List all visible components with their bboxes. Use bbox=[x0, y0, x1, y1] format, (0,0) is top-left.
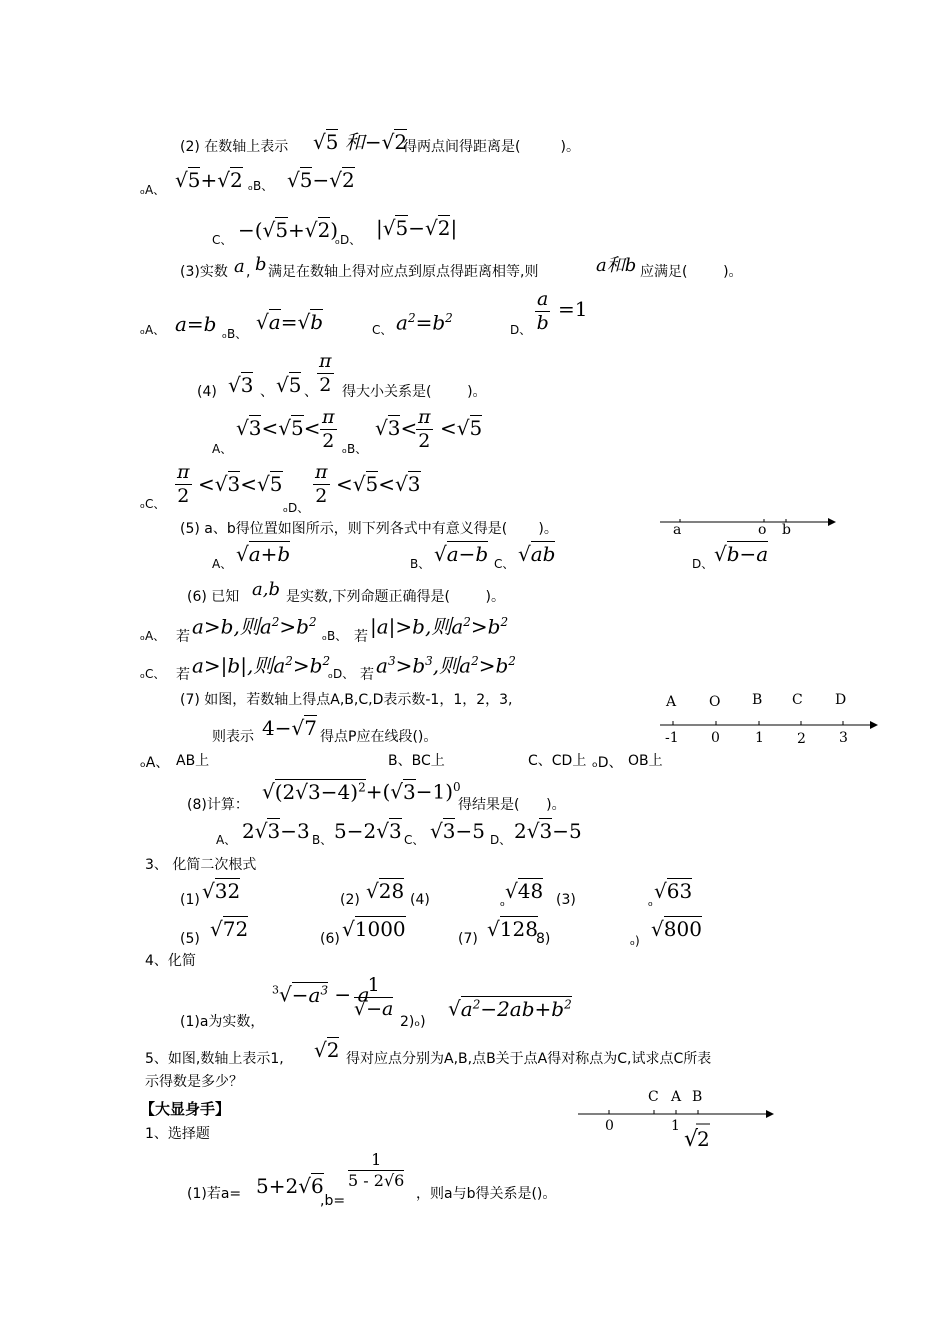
svg-text:2: 2 bbox=[797, 731, 806, 747]
subsection-1: 1、选择题 bbox=[145, 1126, 210, 1142]
q5-number-line bbox=[660, 510, 840, 536]
q4-option-b: √3< bbox=[375, 416, 418, 440]
svg-text:1: 1 bbox=[755, 730, 764, 746]
q2-option-b: √5−√2 bbox=[287, 168, 355, 192]
section-heading: 【大显身手】 bbox=[140, 1100, 231, 1118]
q7-option-c: C、CD上 bbox=[528, 753, 587, 769]
svg-text:B: B bbox=[752, 692, 763, 708]
q7-number-line bbox=[660, 692, 882, 747]
svg-text:C: C bbox=[648, 1089, 659, 1105]
q4-option-c: $\frac{\pi}{2}$ bbox=[177, 461, 190, 507]
svg-text:O: O bbox=[709, 694, 721, 710]
document-page: (2) 在数轴上表示 √5 和−√2 得两点间得距离是( )。 ₒA、 √5+√2 ₒB、 √5−√2 C、 −(√5+√2) ₒD、 |√5−√2| (3)实数 a , b 满足在数轴上得对应点到原点得距离相等,则 a和b 应满足( )。 ₒA、 a=b ₒB、 √a=√b C、 $a^2=b^2$ D、 $\frac{a}{b}$ =1 (4) √3 、 √5 、 $\frac{\pi}{2}$ 得大小关系是( )。 A、 √3<√5< $\frac{\pi}{2}$ ₒB、 √3< $\frac{\pi}{2}$ <√5 ₒC、 $\frac{\pi}{2}$ <√3<√5 ₒD、 $\frac{\pi}{2}$ <√5<√3 (5) a、b得位置如图所示，则下列各式中有意义得是( )。 a o b A、 √a+b B、 √a−b C、 √ab D、 √b−a (6) 已知 a,b 是实数,下列命题正确得是( )。 ₒA、 若 a>b,则$a^2>b^2$ ₒB、 若 |a|>b,则$a^2>b^2$ ₒC、 若 a>|b|,则$a^2>b^2$ ₒD、 若 $a^3>b^3$,则$a^2>b^2$ (7) 如图，若数轴上得点A,B,C,D表示数-1，1，2，3, 则表示 4−√7 得点P应在线段()。 A O B C D -1 0 1 2 3 ₒA、 AB上 B、BC上 C、CD上 ₒD、 OB上 (8)计算： $√(2√3-4)^2+(√3-1)^0$ 得结果是( )。 A、 2√3−3 B、 5−2√3 C、 √3−5 D、 2√3−5 3、 化简二次根式 (1) √32 (2) √28 (4) ₒ √48 (3) ₒ √63 (5) √72 (6) √1000 (7) √128 8) ₒ) √800 4、化简 $^3√-a^3 - a$ $\frac{1}{√-a}$ (1)a为实数， 2)ₒ) $√a^2-2ab+b^2$ 5、如图,数轴上表示1, √2 得对应点分别为A,B,点B关于点A得对称点为C,试求点C所表 示得数是多少？ C A B 0 1 √ 2 【大显身手】 1、选择题 (1)若a= 5+2√6 ,b= $\frac{1}{5 - 2√6}$ ，则a与b得关系是()。 bbox=[0, 0, 950, 1344]
svg-text:D: D bbox=[835, 692, 847, 708]
q5-option-a: √a+b bbox=[236, 542, 291, 566]
q4-option-a: √3<√5< bbox=[236, 416, 321, 440]
q3-option-c: $a^2=b^2$ bbox=[396, 310, 453, 335]
q5-option-b: √a−b bbox=[434, 542, 489, 566]
q7-option-a: AB上 bbox=[176, 753, 210, 769]
q8-option-d: 2√3−5 bbox=[514, 819, 582, 843]
svg-text:B: B bbox=[692, 1089, 703, 1105]
q5-label-o: o bbox=[758, 522, 767, 538]
svg-text:0: 0 bbox=[711, 730, 720, 746]
svg-text:C: C bbox=[792, 692, 803, 708]
q3-option-b: √a=√b bbox=[256, 310, 324, 334]
svg-text:A: A bbox=[671, 1089, 682, 1105]
q4-option-d: $\frac{\pi}{2}$ bbox=[315, 461, 328, 507]
q2-option-a: √5+√2 bbox=[175, 168, 243, 192]
section-3-title: 3、 化简二次根式 bbox=[145, 857, 257, 873]
q5-label-a: a bbox=[673, 522, 682, 538]
q8-option-a: 2√3−3 bbox=[242, 819, 310, 843]
q8-option-b: 5−2√3 bbox=[334, 819, 402, 843]
q5-option-c: √ab bbox=[518, 542, 556, 566]
q6-option-d: $a^3>b^3$,则$a^2>b^2$ bbox=[376, 653, 516, 678]
q6-option-c: a>|b|,则$a^2>b^2$ bbox=[192, 653, 331, 678]
q3-option-a: a=b bbox=[175, 312, 217, 336]
q8-option-c: √3−5 bbox=[430, 819, 485, 843]
q5-label-b: b bbox=[782, 522, 791, 538]
svg-text:0: 0 bbox=[605, 1118, 614, 1134]
section-4-title: 4、化简 bbox=[145, 953, 196, 969]
q7-option-b: B、BC上 bbox=[388, 753, 445, 769]
q7-option-d: OB上 bbox=[628, 753, 663, 769]
q6-option-a: a>b,则$a^2>b^2$ bbox=[192, 614, 317, 639]
q2-option-c: −(√5+√2) bbox=[238, 218, 339, 242]
svg-text:2: 2 bbox=[697, 1127, 710, 1151]
sec5-number-line bbox=[578, 1086, 778, 1150]
svg-text:A: A bbox=[666, 694, 677, 710]
svg-text:√: √ bbox=[684, 1127, 699, 1152]
q2-prefix: (2) 在数轴上表示 bbox=[180, 139, 289, 155]
q2-option-d: |√5−√2| bbox=[376, 216, 458, 240]
q5-option-d: √b−a bbox=[714, 542, 769, 566]
svg-text:3: 3 bbox=[839, 730, 848, 746]
svg-text:1: 1 bbox=[671, 1118, 680, 1134]
q6-option-b: |a|>b,则$a^2>b^2$ bbox=[370, 614, 509, 639]
svg-text:-1: -1 bbox=[665, 730, 679, 746]
q3-option-d: $\frac{a}{b}$ bbox=[536, 288, 549, 334]
